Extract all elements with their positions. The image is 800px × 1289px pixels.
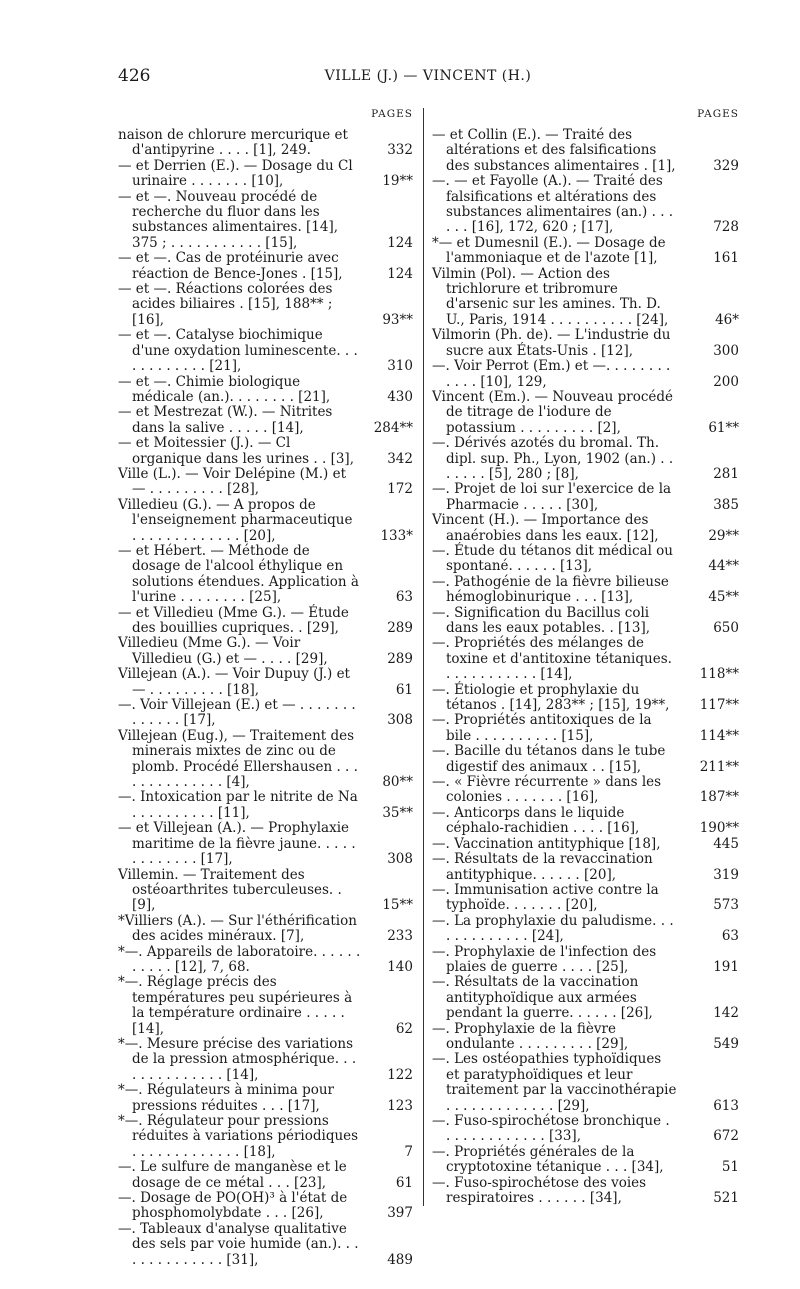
- entry-page-number: 190**: [699, 820, 739, 837]
- index-entry: [118, 467, 413, 498]
- index-entry: [118, 1037, 413, 1083]
- entry-page-number: 672: [713, 1128, 739, 1145]
- index-entry: [432, 482, 739, 513]
- entry-text: Vincent (Em.). — Nouveau procédé de titrage de l'iodure de potassium . . . . . . . . . [2],: [432, 388, 674, 436]
- entry-text: —. Propriétés générales de la cryptotoxine tétanique . . . [34],: [432, 1143, 664, 1176]
- entry-page-number: 200: [713, 373, 739, 390]
- entry-text: — et Moitessier (J.). — Cl organique dans les urines . . [3],: [118, 435, 354, 467]
- entry-page-number: 445: [713, 835, 739, 852]
- index-entry: [432, 236, 739, 267]
- entry-text: —. La prophylaxie du paludisme. . . . . . . . . . . . . [24],: [432, 912, 674, 945]
- index-entry: [432, 174, 739, 236]
- entry-page-number: 728: [713, 219, 739, 236]
- entry-page-number: 300: [713, 342, 739, 359]
- entry-text: *—. Régulateur pour pressions réduites à variations périodiques . . . . . . . . . . . . . [18],: [118, 1113, 359, 1160]
- entry-page-number: 161: [713, 250, 739, 267]
- entry-text: —. — et Fayolle (A.). — Traité des falsifications et altérations des substances alimentaires (an.) . . . . . . [16], 172, 620 ; [17],: [432, 173, 674, 236]
- entry-page-number: 44**: [708, 558, 739, 575]
- index-entry: [118, 282, 413, 328]
- index-entry: [118, 405, 413, 436]
- index-entry: [118, 914, 413, 945]
- index-entry: [432, 1052, 739, 1114]
- index-entry: [118, 821, 413, 867]
- entry-text: —. Voir Villejean (E.) et — . . . . . . . . . . . . . [17],: [118, 697, 356, 729]
- entry-text: —. Bacille du tétanos dans le tube digestif des animaux . . [15],: [432, 743, 666, 775]
- entry-text: Vilmorin (Ph. de). — L'industrie du sucre aux États-Unis . [12],: [432, 327, 671, 359]
- index-entry: [432, 744, 739, 775]
- index-entry: [432, 636, 739, 682]
- index-entry: [118, 667, 413, 698]
- entry-text: —. Les ostéopathies typhoïdiques et paratyphoïdiques et leur traitement par la vaccinothérapie . . . . . . . . . . . . . [29],: [432, 1051, 677, 1114]
- index-entry: [118, 975, 413, 1037]
- entry-text: —. Propriétés antitoxiques de la bile . . . . . . . . . . [15],: [432, 712, 652, 744]
- index-entry: [432, 1022, 739, 1053]
- entry-page-number: 61**: [708, 419, 739, 436]
- entry-text: —. Immunisation active contre la typhoïde. . . . . . . [20],: [432, 881, 659, 914]
- entry-page-number: 63: [721, 928, 739, 945]
- entry-page-number: 124: [387, 234, 413, 251]
- entry-text: — et Mestrezat (W.). — Nitrites dans la salive . . . . . [14],: [118, 404, 333, 436]
- entry-text: —. Pathogénie de la fièvre bilieuse hémoglobinurique . . . [13],: [432, 573, 669, 606]
- entry-text: Ville (L.). — Voir Delépine (M.) et — . . . . . . . . . [28],: [118, 465, 347, 498]
- entry-page-number: 613: [713, 1097, 739, 1114]
- entry-text: — et Villedieu (Mme G.). — Étude des bouillies cupriques. . [29],: [118, 604, 349, 636]
- index-entry: [432, 806, 739, 837]
- entry-text: Villedieu (Mme G.). — Voir Villedieu (G.) et — . . . . [29],: [118, 635, 328, 667]
- entry-text: — et —. Cas de protéinurie avec réaction de Bence-Jones . [15],: [118, 250, 343, 282]
- entry-text: *— et Dumesnil (E.). — Dosage de l'ammoniaque et de l'azote [1],: [432, 234, 666, 267]
- page-header: [118, 66, 738, 90]
- entry-page-number: 19**: [382, 173, 413, 190]
- index-entry: [432, 575, 739, 606]
- entry-page-number: 118**: [699, 666, 739, 683]
- index-entry: [432, 544, 739, 575]
- entry-text: — et Hébert. — Méthode de dosage de l'alcool éthylique en solutions étendues. Application à l'urine . . . . . . . . [25],: [118, 542, 359, 606]
- entry-text: —. Dérivés azotés du bromal. Th. dipl. sup. Ph., Lyon, 1902 (an.) . . . . . . . [5], 280 ; [8],: [432, 435, 674, 482]
- index-entry: [118, 251, 413, 282]
- entry-page-number: 329: [713, 157, 739, 174]
- entry-text: —. Tableaux d'analyse qualitative des sels par voie humide (an.). . . . . . . . . . . . . . [31],: [118, 1220, 359, 1268]
- entry-text: —. Voir Perrot (Em.) et —. . . . . . . . . . . . [10], 129,: [432, 358, 671, 390]
- entry-page-number: 29**: [708, 527, 739, 544]
- entry-page-number: 187**: [699, 789, 739, 806]
- entry-text: *Villiers (A.). — Sur l'éthérification des acides minéraux. [7],: [118, 912, 357, 945]
- entry-page-number: 63: [395, 589, 413, 606]
- entry-text: —. Étiologie et prophylaxie du tétanos . [14], 283** ; [15], 19**,: [432, 681, 670, 714]
- entry-page-number: 122: [387, 1066, 413, 1083]
- index-entry: [432, 359, 739, 390]
- index-entry: [118, 868, 413, 914]
- index-entry: [432, 606, 739, 637]
- index-entry: [118, 328, 413, 374]
- entry-page-number: 521: [713, 1190, 739, 1207]
- entry-text: — et Derrien (E.). — Dosage du Cl urinaire . . . . . . . [10],: [118, 157, 353, 190]
- index-entry: [118, 544, 413, 606]
- entry-text: —. Signification du Bacillus coli dans les eaux potables. . [13],: [432, 604, 651, 636]
- entry-page-number: 489: [387, 1251, 413, 1268]
- entry-text: —. Fuso-spirochétose des voies respiratoires . . . . . . [34],: [432, 1174, 647, 1207]
- entry-text: —. Vaccination antityphique [18],: [432, 835, 661, 852]
- entry-page-number: 281: [713, 465, 739, 482]
- index-entry: [432, 852, 739, 883]
- entry-text: —. Projet de loi sur l'exercice de la Pharmacie . . . . . [30],: [432, 481, 672, 513]
- entry-page-number: 93**: [382, 311, 413, 328]
- entry-text: —. Étude du tétanos dit médical ou spontané. . . . . . [13],: [432, 542, 674, 575]
- entry-text: *—. Mesure précise des variations de la pression atmosphérique. . . . . . . . . . . . . . [14],: [118, 1035, 357, 1083]
- index-entry: [432, 775, 739, 806]
- entry-text: Vincent (H.). — Importance des anaérobies dans les eaux. [12],: [432, 512, 659, 544]
- index-entry: [432, 128, 739, 174]
- index-entry: [118, 1191, 413, 1222]
- entry-page-number: 308: [387, 712, 413, 729]
- index-entry: [118, 1222, 413, 1268]
- entry-page-number: 123: [387, 1097, 413, 1114]
- entry-page-number: 430: [387, 388, 413, 405]
- entry-text: —. Le sulfure de manganèse et le dosage de ce métal . . . [23],: [118, 1159, 347, 1191]
- index-entry: [118, 436, 413, 467]
- index-entry: [432, 683, 739, 714]
- entry-page-number: 308: [387, 851, 413, 868]
- entry-text: *—. Réglage précis des températures peu supérieures à la température ordinaire . . . . . [14],: [118, 974, 353, 1037]
- entry-page-number: 61: [395, 681, 413, 698]
- entry-text: —. Dosage de PO(OH)³ à l'état de phosphomolybdate . . . [26],: [118, 1190, 348, 1222]
- index-entry: [432, 328, 739, 359]
- right-column: [423, 108, 739, 1206]
- index-entry: [432, 267, 739, 329]
- entry-text: — et Collin (E.). — Traité des altérations et des falsifications des substances alimentaires . [1],: [432, 127, 676, 174]
- index-entry: [118, 729, 413, 791]
- left-entry-list: [118, 128, 413, 1268]
- entry-page-number: 80**: [382, 774, 413, 791]
- index-entry: [118, 945, 413, 976]
- entry-text: — et Villejean (A.). — Prophylaxie maritime de la fièvre jaune. . . . . . . . . . . . . [17],: [118, 820, 356, 868]
- index-entry: [432, 1145, 739, 1176]
- entry-text: — et —. Chimie biologique médicale (an.). . . . . . . . [21],: [118, 373, 331, 405]
- entry-text: —. Résultats de la vaccination antityphoïdique aux armées pendant la guerre. . . . . . [26],: [432, 974, 653, 1022]
- index-entry: [432, 713, 739, 744]
- entry-text: Villemin. — Traitement des ostéoarthrites tuberculeuses. . [9],: [118, 866, 342, 914]
- entry-text: —. « Fièvre récurrente » dans les colonies . . . . . . . [16],: [432, 774, 662, 806]
- entry-text: —. Résultats de la revaccination antityphique. . . . . . [20],: [432, 851, 653, 883]
- entry-text: Villejean (Eug.), — Traitement des minerais mixtes de zinc ou de plomb. Procédé Ellershausen . . . . . . . . . . . . . . [4],: [118, 727, 358, 791]
- entry-page-number: 15**: [382, 897, 413, 914]
- entry-page-number: 46*: [715, 311, 739, 328]
- index-entry: [432, 513, 739, 544]
- entry-text: *—. Régulateurs à minima pour pressions réduites . . . [17],: [118, 1082, 334, 1114]
- entry-text: Villedieu (G.). — A propos de l'enseignement pharmaceutique . . . . . . . . . . . . . [20],: [118, 496, 353, 544]
- entry-page-number: 385: [713, 496, 739, 513]
- entry-text: —. Fuso-spirochétose bronchique . . . . . . . . . . . . . [33],: [432, 1113, 670, 1145]
- entry-text: Vilmin (Pol). — Action des trichlorure et tribromure d'arsenic sur les amines. Th. D. U., Paris, 1914 . . . . . . . . . . [24],: [432, 265, 669, 328]
- entry-page-number: 7: [404, 1143, 413, 1160]
- pages-column-header: PAGES: [371, 108, 413, 120]
- index-entry: [432, 1114, 739, 1145]
- running-title: VILLE (J.) — VINCENT (H.): [324, 68, 532, 84]
- index-entry: [432, 1176, 739, 1207]
- index-entry: [432, 975, 739, 1021]
- entry-text: — et —. Nouveau procédé de recherche du fluor dans les substances alimentaires. [14], 375 ; . . . . . . . . . . . [15],: [118, 188, 339, 251]
- index-entry: [432, 390, 739, 436]
- pages-column-header: PAGES: [697, 108, 739, 120]
- page-number: 426: [118, 66, 151, 86]
- index-entry: [432, 914, 739, 945]
- entry-page-number: 211**: [699, 758, 739, 775]
- entry-page-number: 332: [387, 142, 413, 159]
- entry-page-number: 61: [395, 1174, 413, 1191]
- index-entry: [118, 1114, 413, 1160]
- entry-text: —. Propriétés des mélanges de toxine et d'antitoxine tétaniques. . . . . . . . . . . . [14],: [432, 635, 672, 683]
- entry-text: —. Intoxication par le nitrite de Na . . . . . . . . . . [11],: [118, 789, 358, 821]
- entry-text: — et —. Réactions colorées des acides biliaires . [15], 188** ; [16],: [118, 281, 333, 328]
- index-entry: [118, 698, 413, 729]
- entry-text: —. Prophylaxie de la fièvre ondulante . . . . . . . . . [29],: [432, 1020, 629, 1052]
- entry-page-number: 117**: [699, 697, 739, 714]
- entry-page-number: 397: [387, 1205, 413, 1222]
- entry-page-number: 284**: [373, 419, 413, 436]
- entry-page-number: 114**: [699, 727, 739, 744]
- index-entry: [432, 837, 739, 852]
- index-entry: [118, 190, 413, 252]
- entry-page-number: 650: [713, 620, 739, 636]
- entry-text: — et —. Catalyse biochimique d'une oxydation luminescente. . . . . . . . . . . . [21],: [118, 327, 358, 375]
- index-entry: [118, 606, 413, 637]
- entry-text: naison de chlorure mercurique et d'antipyrine . . . . [1], 249.: [118, 127, 348, 159]
- entry-text: —. Anticorps dans le liquide céphalo-rachidien . . . . [16],: [432, 804, 640, 837]
- index-entry: [432, 883, 739, 914]
- entry-page-number: 191: [713, 958, 739, 975]
- index-entry: [432, 945, 739, 976]
- index-entry: [118, 1160, 413, 1191]
- entry-page-number: 35**: [382, 804, 413, 821]
- entry-text: —. Prophylaxie de l'infection des plaies de guerre . . . . [25],: [432, 943, 657, 975]
- entry-text: Villejean (A.). — Voir Dupuy (J.) et — . . . . . . . . . [18],: [118, 666, 350, 698]
- entry-page-number: 549: [713, 1035, 739, 1052]
- right-entry-list: [432, 128, 739, 1206]
- entry-page-number: 133*: [380, 527, 413, 544]
- index-entry: [432, 436, 739, 482]
- entry-page-number: 289: [387, 620, 413, 636]
- entry-page-number: 140: [387, 958, 413, 975]
- index-entry: [118, 636, 413, 667]
- index-entry: [118, 1083, 413, 1114]
- entry-page-number: 289: [387, 650, 413, 667]
- entry-page-number: 124: [387, 265, 413, 282]
- entry-page-number: 51: [721, 1159, 739, 1176]
- entry-page-number: 172: [387, 481, 413, 498]
- entry-page-number: 342: [387, 450, 413, 467]
- entry-text: *—. Appareils de laboratoire. . . . . . . . . . . [12], 7, 68.: [118, 943, 361, 975]
- entry-page-number: 310: [387, 358, 413, 375]
- index-entry: [118, 498, 413, 544]
- entry-page-number: 62: [395, 1020, 413, 1037]
- left-column: [118, 108, 413, 1268]
- entry-page-number: 142: [713, 1005, 739, 1022]
- entry-page-number: 45**: [708, 589, 739, 606]
- entry-page-number: 319: [713, 866, 739, 883]
- index-entry: [118, 128, 413, 159]
- entry-page-number: 233: [387, 928, 413, 945]
- index-entry: [118, 790, 413, 821]
- index-entry: [118, 375, 413, 406]
- index-entry: [118, 159, 413, 190]
- entry-page-number: 573: [713, 897, 739, 914]
